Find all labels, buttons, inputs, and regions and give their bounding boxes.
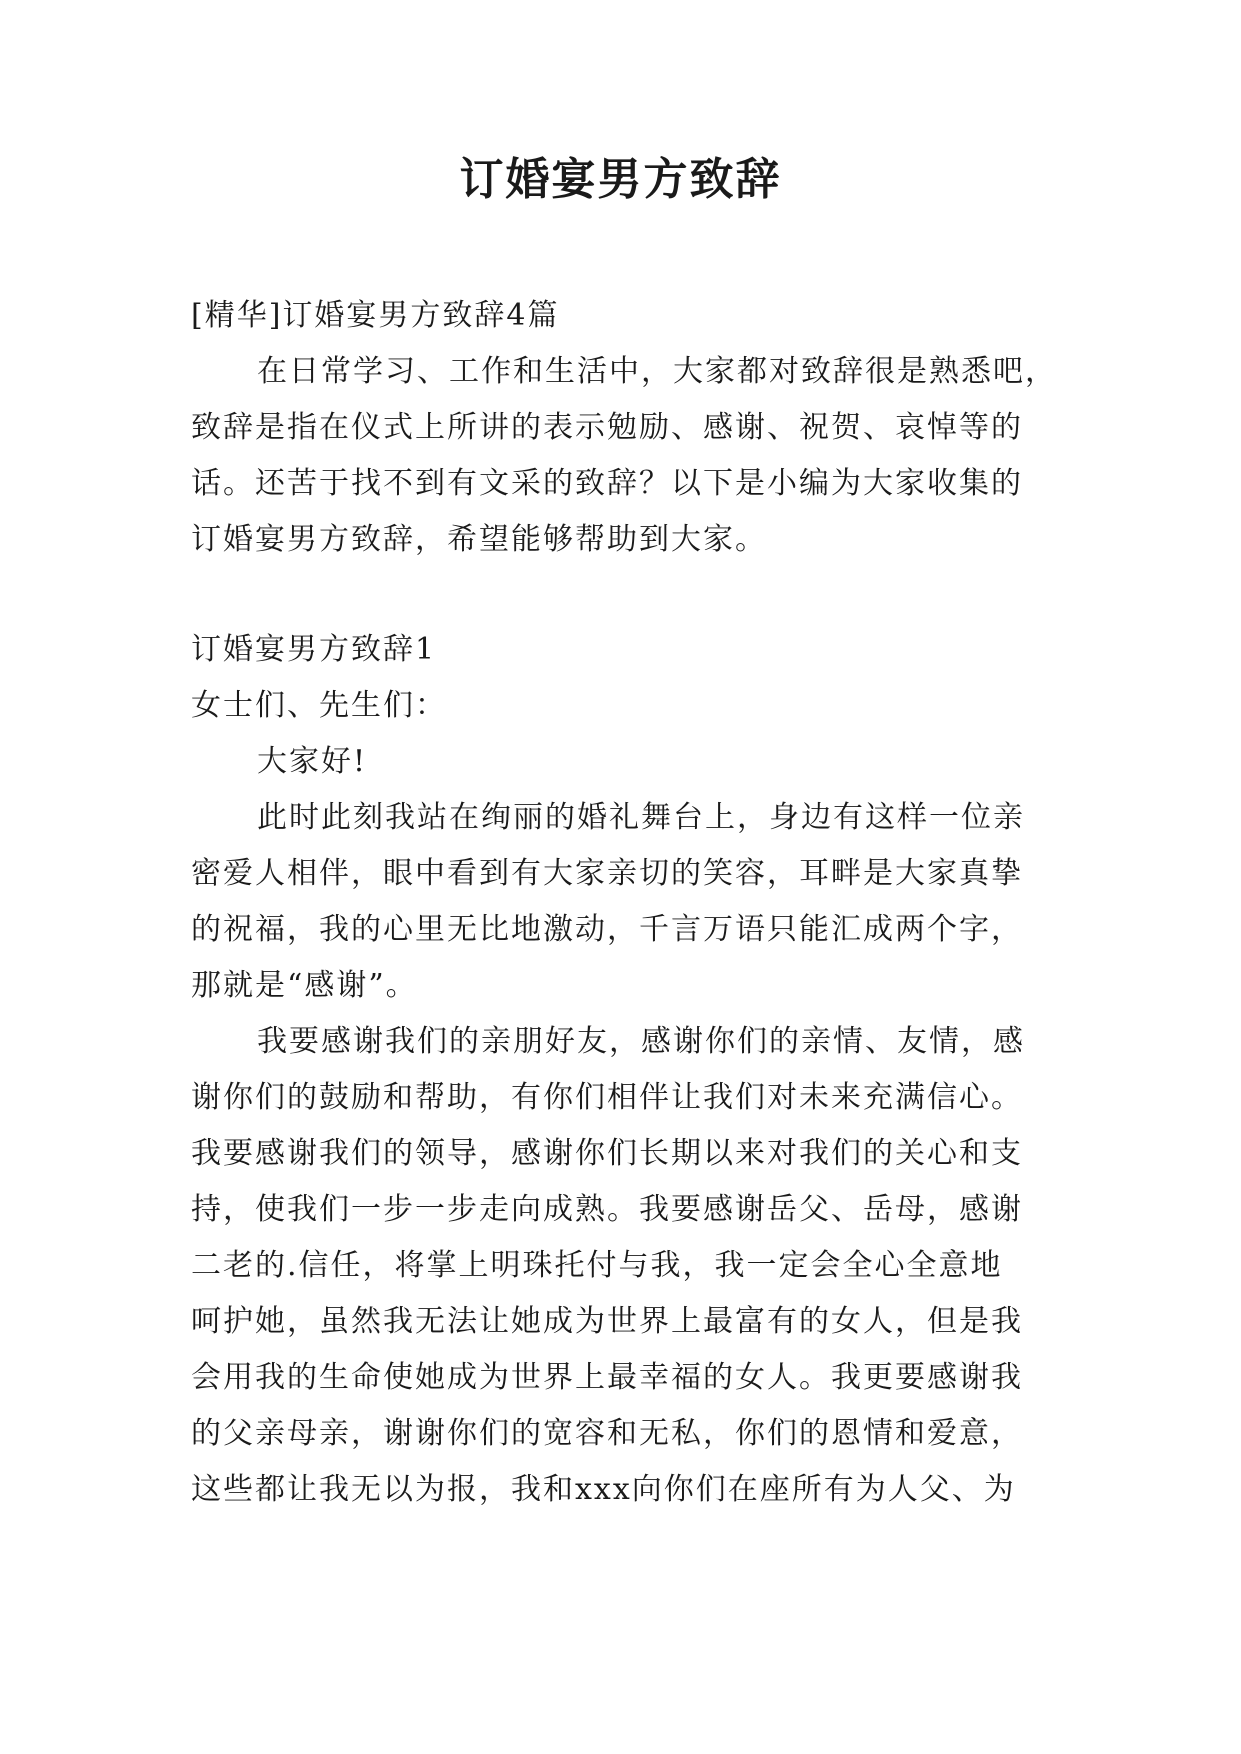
- intro-line: 致辞是指在仪式上所讲的表示勉励、感谢、祝贺、哀悼等的: [191, 410, 1023, 445]
- paragraph-line: 此时此刻我站在绚丽的婚礼舞台上，身边有这样一位亲: [257, 800, 1025, 835]
- document-subtitle: [精华]订婚宴男方致辞4篇: [191, 298, 560, 333]
- intro-line: 话。还苦于找不到有文采的致辞？以下是小编为大家收集的: [191, 466, 1023, 501]
- intro-line: 订婚宴男方致辞，希望能够帮助到大家。: [191, 522, 767, 557]
- paragraph-line: 密爱人相伴，眼中看到有大家亲切的笑容，耳畔是大家真挚: [191, 856, 1023, 891]
- paragraph-line: 我要感谢我们的亲朋好友，感谢你们的亲情、友情，感: [257, 1024, 1025, 1059]
- paragraph-line: 二老的.信任，将掌上明珠托付与我，我一定会全心全意地: [191, 1248, 1003, 1283]
- paragraph-line: 持，使我们一步一步走向成熟。我要感谢岳父、岳母，感谢: [191, 1192, 1023, 1227]
- section-heading: 订婚宴男方致辞1: [191, 632, 437, 667]
- document-title: 订婚宴男方致辞: [459, 154, 782, 205]
- paragraph-line: 那就是“感谢”。: [191, 968, 418, 1003]
- paragraph-line: 这些都让我无以为报，我和xxx向你们在座所有为人父、为: [191, 1472, 1016, 1507]
- paragraph-line: 我要感谢我们的领导，感谢你们长期以来对我们的关心和支: [191, 1136, 1023, 1171]
- section-gap: [191, 568, 1071, 622]
- greeting: 大家好!: [257, 744, 368, 779]
- paragraph-line: 谢你们的鼓励和帮助，有你们相伴让我们对未来充满信心。: [191, 1080, 1023, 1115]
- intro-line: 在日常学习、工作和生活中，大家都对致辞很是熟悉吧，: [257, 354, 1057, 389]
- paragraph-line: 的父亲母亲，谢谢你们的宽容和无私，你们的恩情和爱意，: [191, 1416, 1023, 1451]
- document-body: [191, 288, 1071, 1518]
- paragraph-line: 呵护她，虽然我无法让她成为世界上最富有的女人，但是我: [191, 1304, 1023, 1339]
- salutation: 女士们、先生们：: [191, 688, 447, 723]
- paragraph-line: 的祝福，我的心里无比地激动，千言万语只能汇成两个字，: [191, 912, 1023, 947]
- paragraph-line: 会用我的生命使她成为世界上最幸福的女人。我更要感谢我: [191, 1360, 1023, 1395]
